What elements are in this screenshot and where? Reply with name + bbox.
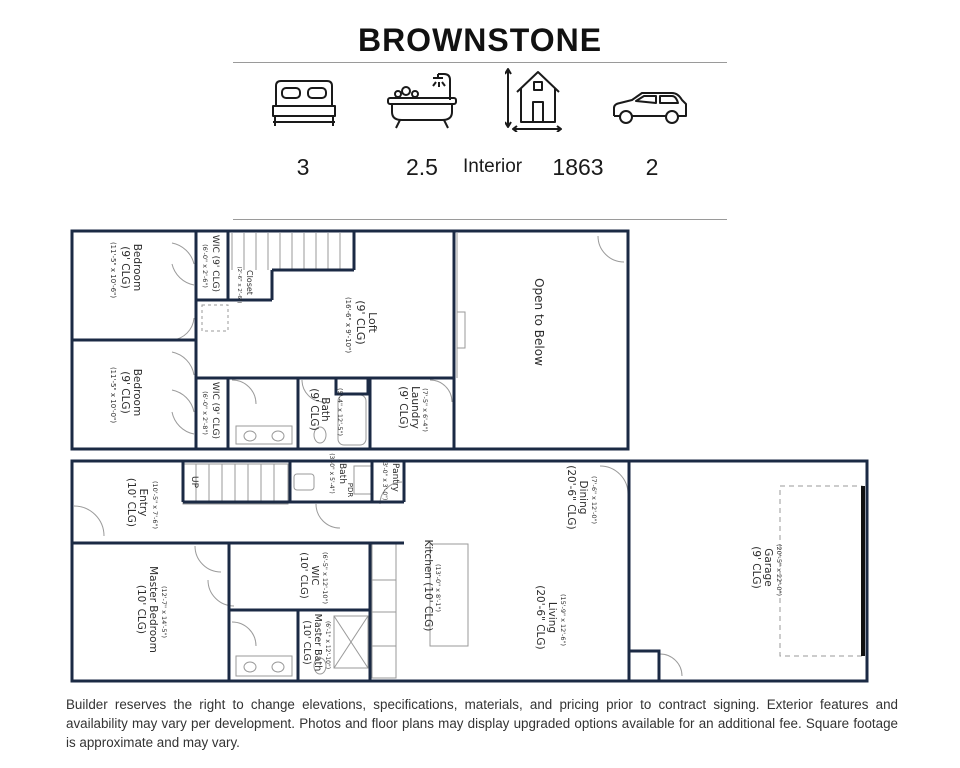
master-bath-size: (6'-1" x 12'-10") xyxy=(324,620,331,670)
main-wic-label: WIC xyxy=(309,565,320,586)
master-bedroom-ceiling: (10' CLG) xyxy=(135,584,147,635)
living-label: Living xyxy=(546,601,558,634)
stairs-up-label: UP xyxy=(189,475,199,489)
bedroom-2-size: (11'-5" x 10'-0") xyxy=(109,366,117,424)
master-bedroom-label: Master Bedroom xyxy=(147,566,159,653)
bedroom-1-ceiling: (9' CLG) xyxy=(119,246,131,289)
bathroom-count: 2.5 xyxy=(406,154,438,180)
laundry-label: Laundry xyxy=(409,386,421,429)
svg-text:Closet (2'-6" x 2'-6") xyxy=(236,266,262,303)
bedroom-count: 3 xyxy=(296,154,310,180)
upper-floor xyxy=(72,231,628,449)
svg-text:Master Bath (10' CLG) xyxy=(300,614,331,677)
living-size: (15'-9" x 12'-6") xyxy=(559,593,567,647)
loft-size: (16'-6" x 9'-10") xyxy=(344,296,352,354)
svg-text:Dining (20'-6" CLG) xyxy=(564,465,598,535)
bedroom-2-label: Bedroom xyxy=(131,368,143,417)
closet-size: (2'-6" x 2'-6") xyxy=(236,266,242,304)
wic-2-size: (6'-0" x 2'-8") xyxy=(201,391,209,435)
powder-bath-size: (3'-0" x 5'-4") xyxy=(328,453,335,494)
garage-size: (20'-5" x 22'-0") xyxy=(775,543,783,597)
entry-size: (10'-5" x 7'-6") xyxy=(151,481,159,529)
main-wic-ceiling: (10' CLG) xyxy=(298,552,309,599)
bedroom-1-size: (11'-5" x 10'-6") xyxy=(109,241,117,299)
laundry-size: (7'-5" x 6'-4") xyxy=(421,388,429,432)
svg-text:Entry (10' CLG) (1 xyxy=(124,478,159,532)
open-to-below-label: Open to Below xyxy=(532,278,546,366)
svg-text:Bath (9' CLG) (5'- xyxy=(307,388,344,436)
living-ceiling: (20'-6" CLG) xyxy=(534,585,546,650)
svg-text:WIC (9' CLG) (6'-0" x 2' xyxy=(201,235,228,297)
interior-sqft: 1863 xyxy=(552,154,604,180)
svg-text:Laundry (9' CLG) ( xyxy=(396,386,429,434)
wic-2-label: WIC (9' CLG) xyxy=(210,381,220,439)
upper-bath-size: (5'-4" x 12'-5") xyxy=(336,388,344,436)
powder-bath-label: Bath xyxy=(337,462,347,484)
loft-ceiling: (9' CLG) xyxy=(354,300,367,345)
closet-label: Closet xyxy=(245,269,254,295)
svg-text:WIC (10' CLG) (6'- xyxy=(297,552,329,604)
svg-text:Master Bedroom (10' CLG) xyxy=(134,566,168,658)
svg-text:Bedroom (9' CLG) ( xyxy=(109,242,149,298)
powder-room-tag: PDR xyxy=(346,482,354,498)
svg-text:Loft (9' CLG) (16' xyxy=(344,297,384,353)
pantry-label: Pantry xyxy=(390,463,400,492)
loft-label: Loft xyxy=(366,312,379,333)
upper-bath-ceiling: (9' CLG) xyxy=(308,388,320,431)
pantry-size: (3'-0" x 3'-0") xyxy=(381,459,388,501)
svg-text:Kitchen (10' CLG) (13'-0 xyxy=(421,540,442,637)
svg-text:Bedroom (9' CLG) ( xyxy=(109,367,149,423)
master-bath-label: Master Bath xyxy=(312,613,323,672)
master-bath-ceiling: (10' CLG) xyxy=(301,620,312,665)
garage-label: Garage xyxy=(762,548,774,587)
wic-1-size: (6'-0" x 2'-6") xyxy=(201,244,209,288)
dining-ceiling: (20'-6" CLG) xyxy=(565,465,577,530)
svg-text:Living (20'-6" CLG) xyxy=(533,585,567,655)
svg-text:WIC (9' CLG) (6'-0" x 2' xyxy=(201,382,228,444)
entry-ceiling: (10' CLG) xyxy=(125,477,137,528)
laundry-ceiling: (9' CLG) xyxy=(397,386,409,429)
main-floor xyxy=(72,453,867,681)
entry-label: Entry xyxy=(137,488,149,517)
svg-text:Garage (9' CLG) (2 xyxy=(749,544,783,596)
dining-size: (7'-6" x 12'-0") xyxy=(590,476,598,524)
interior-label: Interior xyxy=(463,156,523,177)
legal-disclaimer: Builder reserves the right to change elevations, specifications, materials, and pricing prior to contract signing. Exterior features and availability may vary per development. Photos and floor plans may display upgraded options available for an additional fee. Square footage is approximate and may vary. xyxy=(66,697,898,750)
master-bedroom-size: (12'-7" x 14'-5") xyxy=(160,585,168,639)
garage-ceiling: (9' CLG) xyxy=(750,546,762,589)
kitchen-label: Kitchen (10' CLG) xyxy=(422,539,434,632)
main-wic-size: (6'-5" x 12'-10") xyxy=(321,551,329,605)
kitchen-size: (13'-0" x 8'-1") xyxy=(434,564,442,612)
bedroom-1-label: Bedroom xyxy=(131,243,143,292)
garage-count: 2 xyxy=(645,154,659,180)
upper-bath-label: Bath xyxy=(319,397,331,422)
plan-title: BROWNSTONE xyxy=(357,22,603,58)
wic-1-label: WIC (9' CLG) xyxy=(210,234,220,292)
bedroom-2-ceiling: (9' CLG) xyxy=(119,371,131,414)
dining-label: Dining xyxy=(577,480,589,515)
